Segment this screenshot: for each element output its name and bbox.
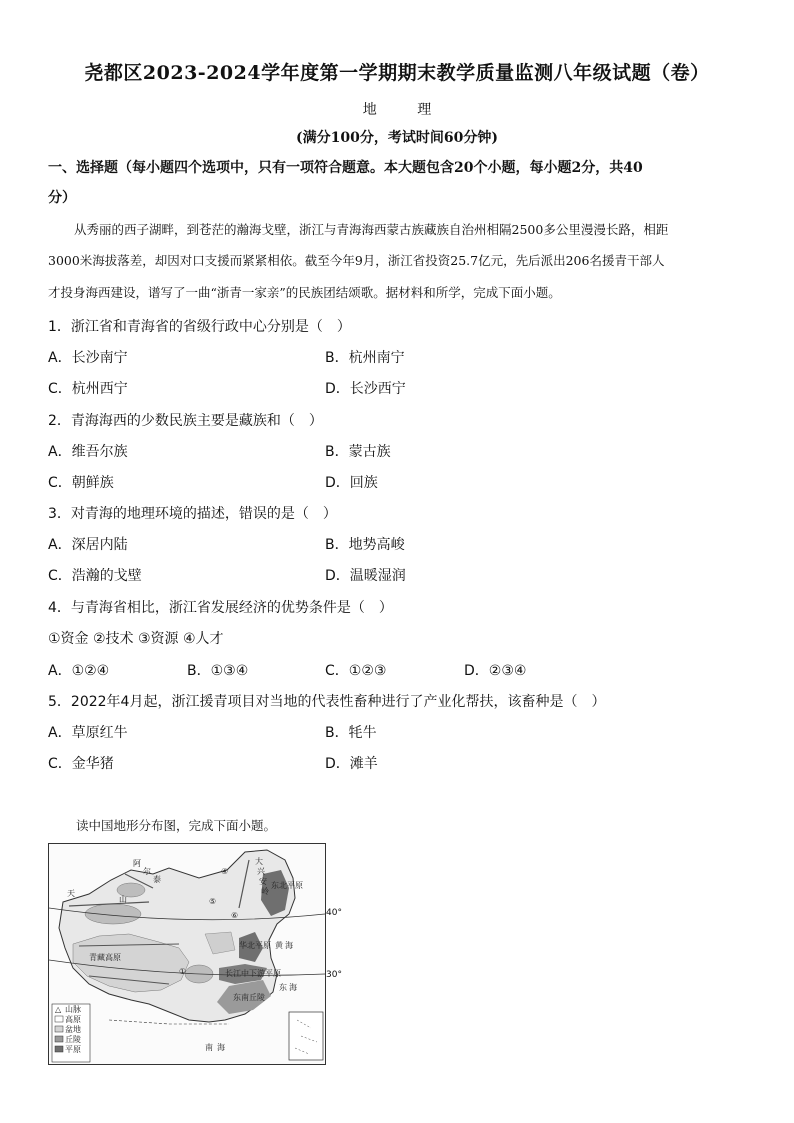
map-label: 华北平原: [239, 941, 271, 950]
map-label: 大: [255, 857, 263, 866]
option-d[interactable]: D．滩羊: [325, 756, 378, 772]
map-intro: 读中国地形分布图，完成下面小题。: [76, 818, 277, 833]
question-stem: 3．对青海的地理环境的描述，错误的是（ ）: [48, 506, 337, 522]
question-stem: 2．青海海西的少数民族主要是藏族和（ ）: [48, 413, 323, 429]
map-marker: ⑥: [231, 911, 239, 920]
option-c[interactable]: C．杭州西宁: [48, 381, 128, 397]
map-label: 兴: [257, 867, 265, 876]
map-label: 东北平原: [271, 881, 303, 890]
question-choices-list: ①资金 ②技术 ③资源 ④人才: [48, 631, 224, 647]
lat-label-40: 40°: [326, 908, 342, 918]
map-label: 海: [285, 941, 293, 950]
map-label: 安: [259, 877, 267, 886]
map-label: 泰: [153, 875, 161, 884]
map-label: 海: [217, 1043, 225, 1052]
option-a[interactable]: A．长沙南宁: [48, 350, 128, 366]
option-a[interactable]: A．维吾尔族: [48, 444, 128, 460]
passage-line: 从秀丽的西子湖畔，到苍茫的瀚海戈壁，浙江与青海海西蒙古族藏族自治州相隔2500多公里漫漫长路，相距: [74, 222, 669, 237]
option-b[interactable]: B．蒙古族: [325, 444, 391, 460]
map-label: 黄: [275, 941, 283, 950]
option-b[interactable]: B．地势高峻: [325, 537, 405, 553]
option-c[interactable]: C．浩瀚的戈壁: [48, 568, 142, 584]
map-label: 岭: [261, 887, 269, 896]
map-label: 阿: [133, 859, 141, 868]
map-marker: ⑤: [209, 897, 217, 906]
section-heading: 一、选择题（每小题四个选项中，只有一项符合题意。本大题包含20个小题，每小题2分，共40: [48, 160, 643, 176]
option-d[interactable]: D．长沙西宁: [325, 381, 406, 397]
section-heading-cont: 分）: [48, 190, 76, 206]
option-a[interactable]: A．①②④: [48, 663, 110, 679]
lat-label-30: 30°: [326, 970, 342, 980]
option-c[interactable]: C．金华猪: [48, 756, 114, 772]
svg-text:△: △: [55, 1005, 62, 1014]
legend-label: 盆地: [65, 1025, 81, 1034]
option-b[interactable]: B．①③④: [187, 663, 249, 679]
terrain-map-svg: [49, 844, 325, 1064]
map-label: 东: [279, 983, 287, 992]
map-label: 东南丘陵: [233, 993, 265, 1002]
score-info: (满分100分，考试时间60分钟): [296, 130, 498, 146]
passage-line: 3000米海拔落差，却因对口支援而紧紧相依。截至今年9月，浙江省投资25.7亿元，先后派出206名援青干部人: [48, 253, 665, 268]
question-stem: 4．与青海省相比，浙江省发展经济的优势条件是（ ）: [48, 600, 393, 616]
question-stem: 5．2022年4月起，浙江援青项目对当地的代表性畜种进行了产业化帮扶，该畜种是（ ）: [48, 694, 606, 710]
legend-label: 山脉: [65, 1005, 81, 1014]
option-a[interactable]: A．草原红牛: [48, 725, 128, 741]
option-b[interactable]: B．牦牛: [325, 725, 377, 741]
passage-line: 才投身海西建设，谱写了一曲“浙青一家亲”的民族团结颂歌。据材料和所学，完成下面小题。: [48, 285, 561, 300]
option-d[interactable]: D．温暖湿润: [325, 568, 406, 584]
exam-title: 尧都区2023-2024学年度第一学期期末教学质量监测八年级试题（卷）: [84, 62, 710, 84]
subject-label: 地 理: [362, 102, 450, 118]
option-c[interactable]: C．朝鲜族: [48, 475, 114, 491]
legend-label: 丘陵: [65, 1035, 81, 1044]
map-label: 海: [289, 983, 297, 992]
map-label: 山: [119, 895, 127, 904]
option-c[interactable]: C．①②③: [325, 663, 387, 679]
option-d[interactable]: D．②③④: [464, 663, 527, 679]
legend-label: 高原: [65, 1015, 81, 1024]
map-label: 青藏高原: [89, 953, 121, 962]
tarim-basin: [85, 904, 141, 924]
option-a[interactable]: A．深居内陆: [48, 537, 128, 553]
legend-label: 平原: [65, 1045, 81, 1054]
question-stem: 1．浙江省和青海省的省级行政中心分别是（ ）: [48, 319, 351, 335]
map-label: 天: [67, 889, 75, 898]
option-b[interactable]: B．杭州南宁: [325, 350, 405, 366]
map-marker: ①: [179, 967, 187, 976]
map-marker: ④: [221, 867, 229, 876]
map-label: 长江中下游平原: [225, 969, 281, 978]
option-d[interactable]: D．回族: [325, 475, 378, 491]
map-label: 尔: [143, 867, 151, 876]
china-terrain-map: [48, 843, 326, 1065]
map-label: 南: [205, 1043, 213, 1052]
map-legend: [52, 1004, 90, 1062]
